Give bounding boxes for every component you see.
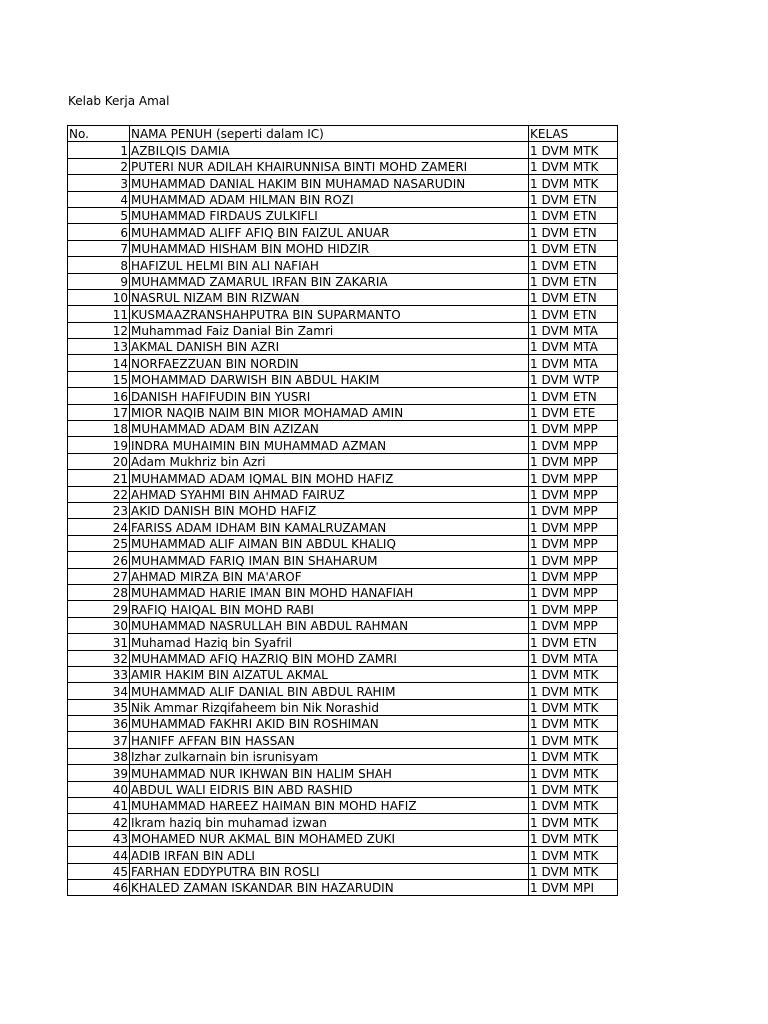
row-name: AKMAL DANISH BIN AZRI xyxy=(130,339,529,355)
row-number: 8 xyxy=(68,257,130,273)
header-kelas: KELAS xyxy=(529,126,618,142)
row-number: 37 xyxy=(68,732,130,748)
table-row xyxy=(68,650,618,666)
row-number: 46 xyxy=(68,879,130,895)
row-number: 43 xyxy=(68,830,130,846)
row-name: AMIR HAKIM BIN AIZATUL AKMAL xyxy=(130,666,529,682)
row-name: ABDUL WALI EIDRIS BIN ABD RASHID xyxy=(130,781,529,797)
row-kelas: 1 DVM MTK xyxy=(529,781,618,797)
row-name: MOHAMED NUR AKMAL BIN MOHAMED ZUKI xyxy=(130,830,529,846)
row-kelas: 1 DVM MPP xyxy=(529,552,618,568)
table-row xyxy=(68,421,618,437)
table-row xyxy=(68,863,618,879)
row-name: Adam Mukhriz bin Azri xyxy=(130,453,529,469)
row-name: MUHAMMAD ADAM BIN AZIZAN xyxy=(130,421,529,437)
row-kelas: 1 DVM MTK xyxy=(529,814,618,830)
row-kelas: 1 DVM MTK xyxy=(529,830,618,846)
row-name: AHMAD MIRZA BIN MA'AROF xyxy=(130,568,529,584)
row-number: 23 xyxy=(68,502,130,518)
row-kelas: 1 DVM ETN xyxy=(529,257,618,273)
table-row xyxy=(68,289,618,305)
table-row xyxy=(68,732,618,748)
row-number: 14 xyxy=(68,355,130,371)
row-kelas: 1 DVM MTA xyxy=(529,355,618,371)
row-number: 33 xyxy=(68,666,130,682)
row-name: Nik Ammar Rizqifaheem bin Nik Norashid xyxy=(130,699,529,715)
table-row xyxy=(68,568,618,584)
row-number: 32 xyxy=(68,650,130,666)
row-number: 26 xyxy=(68,552,130,568)
row-kelas: 1 DVM MPP xyxy=(529,568,618,584)
table-row xyxy=(68,306,618,322)
table-row xyxy=(68,830,618,846)
table-row xyxy=(68,404,618,420)
row-kelas: 1 DVM ETE xyxy=(529,404,618,420)
table-row xyxy=(68,207,618,223)
document-title: Kelab Kerja Amal xyxy=(68,94,170,108)
row-kelas: 1 DVM MPP xyxy=(529,421,618,437)
row-kelas: 1 DVM MPP xyxy=(529,470,618,486)
row-name: MUHAMMAD ALIFF AFIQ BIN FAIZUL ANUAR xyxy=(130,224,529,240)
row-kelas: 1 DVM MTK xyxy=(529,158,618,174)
row-number: 11 xyxy=(68,306,130,322)
table-row xyxy=(68,453,618,469)
table-row xyxy=(68,175,618,191)
row-name: MUHAMMAD ADAM IQMAL BIN MOHD HAFIZ xyxy=(130,470,529,486)
row-number: 12 xyxy=(68,322,130,338)
row-name: Muhammad Faiz Danial Bin Zamri xyxy=(130,322,529,338)
row-kelas: 1 DVM MPP xyxy=(529,535,618,551)
table-row xyxy=(68,847,618,863)
row-kelas: 1 DVM MPP xyxy=(529,502,618,518)
row-number: 31 xyxy=(68,634,130,650)
table-row xyxy=(68,781,618,797)
table-row xyxy=(68,765,618,781)
row-kelas: 1 DVM ETN xyxy=(529,306,618,322)
table-row xyxy=(68,502,618,518)
row-kelas: 1 DVM MTA xyxy=(529,322,618,338)
row-kelas: 1 DVM MPP xyxy=(529,519,618,535)
row-name: MUHAMMAD FARIQ IMAN BIN SHAHARUM xyxy=(130,552,529,568)
header-no: No. xyxy=(68,126,130,142)
row-kelas: 1 DVM ETN xyxy=(529,207,618,223)
row-kelas: 1 DVM ETN xyxy=(529,289,618,305)
row-kelas: 1 DVM WTP xyxy=(529,371,618,387)
row-kelas: 1 DVM ETN xyxy=(529,240,618,256)
row-name: MUHAMMAD NUR IKHWAN BIN HALIM SHAH xyxy=(130,765,529,781)
row-kelas: 1 DVM MTK xyxy=(529,175,618,191)
row-kelas: 1 DVM MPP xyxy=(529,453,618,469)
row-kelas: 1 DVM MTK xyxy=(529,863,618,879)
row-number: 40 xyxy=(68,781,130,797)
table-row xyxy=(68,535,618,551)
row-number: 19 xyxy=(68,437,130,453)
table-row xyxy=(68,240,618,256)
row-kelas: 1 DVM MPP xyxy=(529,601,618,617)
row-kelas: 1 DVM MTK xyxy=(529,748,618,764)
table-row xyxy=(68,142,618,158)
row-name: NASRUL NIZAM BIN RIZWAN xyxy=(130,289,529,305)
row-number: 24 xyxy=(68,519,130,535)
row-name: AKID DANISH BIN MOHD HAFIZ xyxy=(130,502,529,518)
table-row xyxy=(68,699,618,715)
row-name: INDRA MUHAIMIN BIN MUHAMMAD AZMAN xyxy=(130,437,529,453)
table-row xyxy=(68,355,618,371)
header-name: NAMA PENUH (seperti dalam IC) xyxy=(130,126,529,142)
row-name: MUHAMMAD AFIQ HAZRIQ BIN MOHD ZAMRI xyxy=(130,650,529,666)
row-name: KUSMAAZRANSHAHPUTRA BIN SUPARMANTO xyxy=(130,306,529,322)
table-row xyxy=(68,716,618,732)
row-name: MUHAMMAD NASRULLAH BIN ABDUL RAHMAN xyxy=(130,617,529,633)
row-name: MUHAMMAD ALIF DANIAL BIN ABDUL RAHIM xyxy=(130,683,529,699)
row-kelas: 1 DVM MTA xyxy=(529,650,618,666)
table-row xyxy=(68,257,618,273)
table-row xyxy=(68,191,618,207)
row-number: 15 xyxy=(68,371,130,387)
table-row xyxy=(68,748,618,764)
row-kelas: 1 DVM ETN xyxy=(529,191,618,207)
row-number: 44 xyxy=(68,847,130,863)
row-kelas: 1 DVM MTK xyxy=(529,683,618,699)
table-row xyxy=(68,552,618,568)
table-row xyxy=(68,519,618,535)
row-name: Muhamad Haziq bin Syafril xyxy=(130,634,529,650)
table-row xyxy=(68,388,618,404)
row-kelas: 1 DVM MTK xyxy=(529,765,618,781)
row-number: 9 xyxy=(68,273,130,289)
row-name: AHMAD SYAHMI BIN AHMAD FAIRUZ xyxy=(130,486,529,502)
row-number: 20 xyxy=(68,453,130,469)
table-row xyxy=(68,683,618,699)
row-number: 4 xyxy=(68,191,130,207)
table-row xyxy=(68,879,618,895)
row-name: Izhar zulkarnain bin isrunisyam xyxy=(130,748,529,764)
row-kelas: 1 DVM ETN xyxy=(529,224,618,240)
row-number: 2 xyxy=(68,158,130,174)
row-name: NORFAEZZUAN BIN NORDIN xyxy=(130,355,529,371)
row-number: 38 xyxy=(68,748,130,764)
row-number: 10 xyxy=(68,289,130,305)
row-number: 29 xyxy=(68,601,130,617)
row-number: 16 xyxy=(68,388,130,404)
row-name: MUHAMMAD DANIAL HAKIM BIN MUHAMAD NASARUDIN xyxy=(130,175,529,191)
table-row xyxy=(68,584,618,600)
row-kelas: 1 DVM MTK xyxy=(529,666,618,682)
row-kelas: 1 DVM MPP xyxy=(529,486,618,502)
row-number: 36 xyxy=(68,716,130,732)
row-number: 35 xyxy=(68,699,130,715)
table-row xyxy=(68,322,618,338)
row-name: HANIFF AFFAN BIN HASSAN xyxy=(130,732,529,748)
row-kelas: 1 DVM MTK xyxy=(529,716,618,732)
row-name: MUHAMMAD FAKHRI AKID BIN ROSHIMAN xyxy=(130,716,529,732)
row-kelas: 1 DVM ETN xyxy=(529,634,618,650)
row-name: ADIB IRFAN BIN ADLI xyxy=(130,847,529,863)
table-row xyxy=(68,339,618,355)
row-number: 28 xyxy=(68,584,130,600)
row-name: KHALED ZAMAN ISKANDAR BIN HAZARUDIN xyxy=(130,879,529,895)
row-kelas: 1 DVM MTK xyxy=(529,847,618,863)
row-name: HAFIZUL HELMI BIN ALI NAFIAH xyxy=(130,257,529,273)
row-kelas: 1 DVM ETN xyxy=(529,388,618,404)
row-number: 39 xyxy=(68,765,130,781)
row-kelas: 1 DVM MPP xyxy=(529,584,618,600)
row-name: Ikram haziq bin muhamad izwan xyxy=(130,814,529,830)
row-name: AZBILQIS DAMIA xyxy=(130,142,529,158)
row-number: 18 xyxy=(68,421,130,437)
row-number: 30 xyxy=(68,617,130,633)
row-number: 34 xyxy=(68,683,130,699)
row-number: 45 xyxy=(68,863,130,879)
row-name: FARISS ADAM IDHAM BIN KAMALRUZAMAN xyxy=(130,519,529,535)
row-name: DANISH HAFIFUDIN BIN YUSRI xyxy=(130,388,529,404)
row-kelas: 1 DVM MTK xyxy=(529,732,618,748)
table-row xyxy=(68,666,618,682)
row-kelas: 1 DVM MPP xyxy=(529,437,618,453)
row-number: 6 xyxy=(68,224,130,240)
row-kelas: 1 DVM MTA xyxy=(529,339,618,355)
table-row xyxy=(68,814,618,830)
table-row xyxy=(68,224,618,240)
row-name: MOHAMMAD DARWISH BIN ABDUL HAKIM xyxy=(130,371,529,387)
table-row xyxy=(68,634,618,650)
row-number: 5 xyxy=(68,207,130,223)
table-header-row xyxy=(68,126,618,142)
table-row xyxy=(68,470,618,486)
row-number: 17 xyxy=(68,404,130,420)
row-name: MUHAMMAD HAREEZ HAIMAN BIN MOHD HAFIZ xyxy=(130,798,529,814)
row-name: MUHAMMAD ADAM HILMAN BIN ROZI xyxy=(130,191,529,207)
row-name: MUHAMMAD ALIF AIMAN BIN ABDUL KHALIQ xyxy=(130,535,529,551)
row-number: 27 xyxy=(68,568,130,584)
row-kelas: 1 DVM MTK xyxy=(529,798,618,814)
table-row xyxy=(68,486,618,502)
row-name: MUHAMMAD ZAMARUL IRFAN BIN ZAKARIA xyxy=(130,273,529,289)
row-number: 25 xyxy=(68,535,130,551)
row-kelas: 1 DVM ETN xyxy=(529,273,618,289)
member-table xyxy=(67,125,618,896)
row-kelas: 1 DVM MTK xyxy=(529,142,618,158)
row-number: 42 xyxy=(68,814,130,830)
table-row xyxy=(68,158,618,174)
row-kelas: 1 DVM MPP xyxy=(529,617,618,633)
row-number: 13 xyxy=(68,339,130,355)
row-kelas: 1 DVM MTK xyxy=(529,699,618,715)
row-number: 3 xyxy=(68,175,130,191)
row-name: PUTERI NUR ADILAH KHAIRUNNISA BINTI MOHD ZAMERI xyxy=(130,158,529,174)
row-number: 7 xyxy=(68,240,130,256)
table-row xyxy=(68,437,618,453)
row-name: MUHAMMAD HARIE IMAN BIN MOHD HANAFIAH xyxy=(130,584,529,600)
row-name: MIOR NAQIB NAIM BIN MIOR MOHAMAD AMIN xyxy=(130,404,529,420)
row-number: 22 xyxy=(68,486,130,502)
table-body xyxy=(68,142,618,896)
row-name: FARHAN EDDYPUTRA BIN ROSLI xyxy=(130,863,529,879)
table-row xyxy=(68,371,618,387)
row-number: 1 xyxy=(68,142,130,158)
row-name: RAFIQ HAIQAL BIN MOHD RABI xyxy=(130,601,529,617)
table-row xyxy=(68,798,618,814)
table-row xyxy=(68,273,618,289)
row-name: MUHAMMAD HISHAM BIN MOHD HIDZIR xyxy=(130,240,529,256)
row-number: 41 xyxy=(68,798,130,814)
row-number: 21 xyxy=(68,470,130,486)
row-name: MUHAMMAD FIRDAUS ZULKIFLI xyxy=(130,207,529,223)
row-kelas: 1 DVM MPI xyxy=(529,879,618,895)
table-row xyxy=(68,601,618,617)
table-row xyxy=(68,617,618,633)
